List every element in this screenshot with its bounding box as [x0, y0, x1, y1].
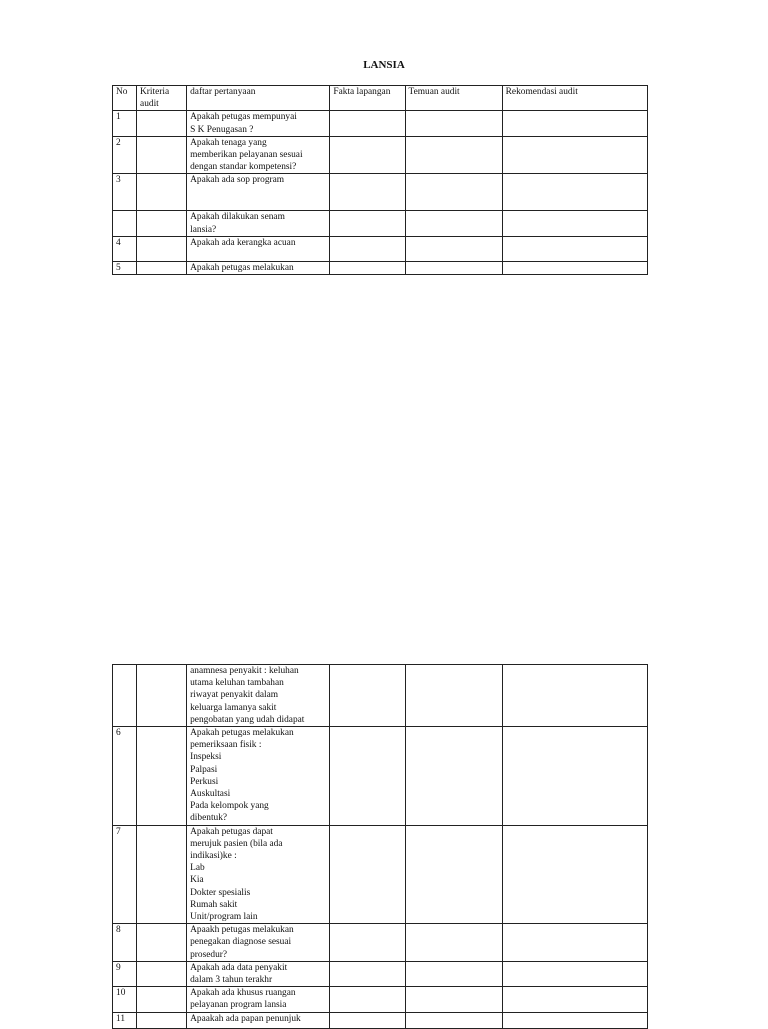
kriteria-cell — [137, 211, 187, 236]
question-line: lansia? — [190, 224, 217, 235]
row-number: 9 — [113, 961, 137, 986]
kriteria-cell — [137, 727, 187, 826]
row-number: 3 — [113, 174, 137, 211]
row-number — [113, 665, 137, 727]
question-cell — [187, 174, 330, 211]
question-line: indikasi)ke : — [190, 851, 237, 862]
question-line: Apakah tenaga yang — [190, 137, 267, 148]
question-line: Rumah sakit — [190, 899, 238, 910]
row-number: 7 — [113, 825, 137, 924]
kriteria-cell — [137, 236, 187, 261]
kriteria-cell — [137, 136, 187, 174]
question-line: Auskultasi — [190, 789, 231, 800]
table-row — [113, 727, 648, 826]
kriteria-cell — [137, 987, 187, 1012]
fakta-cell — [330, 961, 405, 986]
table-row — [113, 1012, 648, 1028]
question-line: penegakan diagnose sesuai — [190, 937, 292, 948]
temuan-cell — [405, 174, 502, 211]
question-line: Apakah ada data penyakit — [190, 962, 288, 973]
rekomendasi-cell — [502, 1012, 647, 1028]
question-line: Apakah ada khusus ruangan — [190, 988, 296, 999]
row-number: 5 — [113, 261, 137, 274]
rekomendasi-cell — [502, 727, 647, 826]
question-cell — [187, 136, 330, 174]
question-cell — [187, 1012, 330, 1028]
rekomendasi-cell — [502, 924, 647, 962]
temuan-cell — [405, 236, 502, 261]
fakta-cell — [330, 236, 405, 261]
table-row — [113, 211, 648, 236]
header-temuan: Temuan audit — [405, 86, 502, 111]
question-line: dengan standar kompetensi? — [190, 162, 297, 173]
kriteria-cell — [137, 961, 187, 986]
temuan-cell — [405, 111, 502, 136]
table-row — [113, 825, 648, 924]
question-cell — [187, 727, 330, 826]
rekomendasi-cell — [502, 174, 647, 211]
temuan-cell — [405, 261, 502, 274]
question-line: Palpasi — [190, 764, 218, 775]
temuan-cell — [405, 924, 502, 962]
rekomendasi-cell — [502, 236, 647, 261]
row-number: 10 — [113, 987, 137, 1012]
audit-table-page-2 — [112, 664, 648, 1029]
question-line: Pada kelompok yang — [190, 801, 269, 812]
temuan-cell — [405, 961, 502, 986]
table-row — [113, 261, 648, 274]
question-line: pengobatan yang udah didapat — [190, 714, 305, 725]
fakta-cell — [330, 665, 405, 727]
fakta-cell — [330, 136, 405, 174]
fakta-cell — [330, 1012, 405, 1028]
rekomendasi-cell — [502, 136, 647, 174]
fakta-cell — [330, 987, 405, 1012]
temuan-cell — [405, 825, 502, 924]
table-row — [113, 924, 648, 962]
question-cell — [187, 211, 330, 236]
question-line: memberikan pelayanan sesuai — [190, 150, 303, 161]
kriteria-cell — [137, 1012, 187, 1028]
question-cell — [187, 924, 330, 962]
question-cell — [187, 665, 330, 727]
row-number: 11 — [113, 1012, 137, 1028]
question-line: Apakah petugas melakukan — [190, 262, 294, 273]
question-line: Apakah dilakukan senam — [190, 212, 285, 223]
temuan-cell — [405, 136, 502, 174]
row-number — [113, 211, 137, 236]
question-line: anamnesa penyakit : keluhan — [190, 666, 299, 676]
question-line: Lab — [190, 863, 205, 874]
table-row — [113, 961, 648, 986]
question-cell — [187, 987, 330, 1012]
fakta-cell — [330, 924, 405, 962]
row-number: 8 — [113, 924, 137, 962]
table-row — [113, 136, 648, 174]
rekomendasi-cell — [502, 961, 647, 986]
question-line: Inspeksi — [190, 752, 222, 763]
header-no: No — [113, 86, 137, 111]
question-line: Apakah petugas mempunyai — [190, 112, 297, 123]
temuan-cell — [405, 727, 502, 826]
rekomendasi-cell — [502, 211, 647, 236]
header-kriteria: Kriteria audit — [137, 86, 187, 111]
table-row — [113, 236, 648, 261]
header-rekomendasi: Rekomendasi audit — [502, 86, 647, 111]
question-line: utama keluhan tambahan — [190, 678, 284, 689]
table-row — [113, 174, 648, 211]
temuan-cell — [405, 1012, 502, 1028]
header-row — [113, 86, 648, 111]
question-line: Dokter spesialis — [190, 887, 251, 898]
fakta-cell — [330, 174, 405, 211]
rekomendasi-cell — [502, 111, 647, 136]
row-number: 2 — [113, 136, 137, 174]
rekomendasi-cell — [502, 987, 647, 1012]
table-row — [113, 111, 648, 136]
kriteria-cell — [137, 174, 187, 211]
question-cell — [187, 236, 330, 261]
question-cell — [187, 825, 330, 924]
kriteria-cell — [137, 924, 187, 962]
temuan-cell — [405, 665, 502, 727]
question-line: pelayanan program lansia — [190, 1000, 287, 1011]
kriteria-cell — [137, 261, 187, 274]
row-number: 1 — [113, 111, 137, 136]
temuan-cell — [405, 211, 502, 236]
fakta-cell — [330, 727, 405, 826]
fakta-cell — [330, 825, 405, 924]
question-line: prosedur? — [190, 949, 228, 960]
question-cell — [187, 261, 330, 274]
question-cell — [187, 111, 330, 136]
kriteria-cell — [137, 665, 187, 727]
kriteria-cell — [137, 111, 187, 136]
header-fakta: Fakta lapangan — [330, 86, 405, 111]
kriteria-cell — [137, 825, 187, 924]
header-pertanyaan: daftar pertanyaan — [187, 86, 330, 111]
rekomendasi-cell — [502, 665, 647, 727]
page-title: LANSIA — [363, 59, 405, 71]
table-row — [113, 665, 648, 727]
audit-table-page-1 — [112, 85, 648, 275]
fakta-cell — [330, 211, 405, 236]
question-line: riwayat penyakit dalam — [190, 690, 279, 701]
question-line: Unit/program lain — [190, 912, 258, 923]
question-cell — [187, 961, 330, 986]
row-number: 4 — [113, 236, 137, 261]
question-line: keluarga lamanya sakit — [190, 702, 277, 713]
rekomendasi-cell — [502, 261, 647, 274]
table-row — [113, 987, 648, 1012]
question-line: Apaakah ada papan penunjuk — [190, 1013, 301, 1024]
question-line: Apaakh petugas melakukan — [190, 925, 294, 936]
question-line: Kia — [190, 875, 204, 886]
temuan-cell — [405, 987, 502, 1012]
row-number: 6 — [113, 727, 137, 826]
question-line: Apakah ada sop program — [190, 175, 285, 186]
question-line: Apakah ada kerangka acuan — [190, 237, 296, 248]
question-line: merujuk pasien (bila ada — [190, 838, 283, 849]
question-line: dibentuk? — [190, 813, 228, 824]
fakta-cell — [330, 261, 405, 274]
question-line: Apakah petugas dapat — [190, 826, 273, 837]
rekomendasi-cell — [502, 825, 647, 924]
question-line: pemeriksaan fisik : — [190, 740, 262, 751]
question-line: Perkusi — [190, 776, 219, 787]
question-line: dalam 3 tahun terakhr — [190, 975, 273, 986]
question-line: Apakah petugas melakukan — [190, 728, 294, 739]
question-line: S K Penugasan ? — [190, 124, 254, 135]
fakta-cell — [330, 111, 405, 136]
